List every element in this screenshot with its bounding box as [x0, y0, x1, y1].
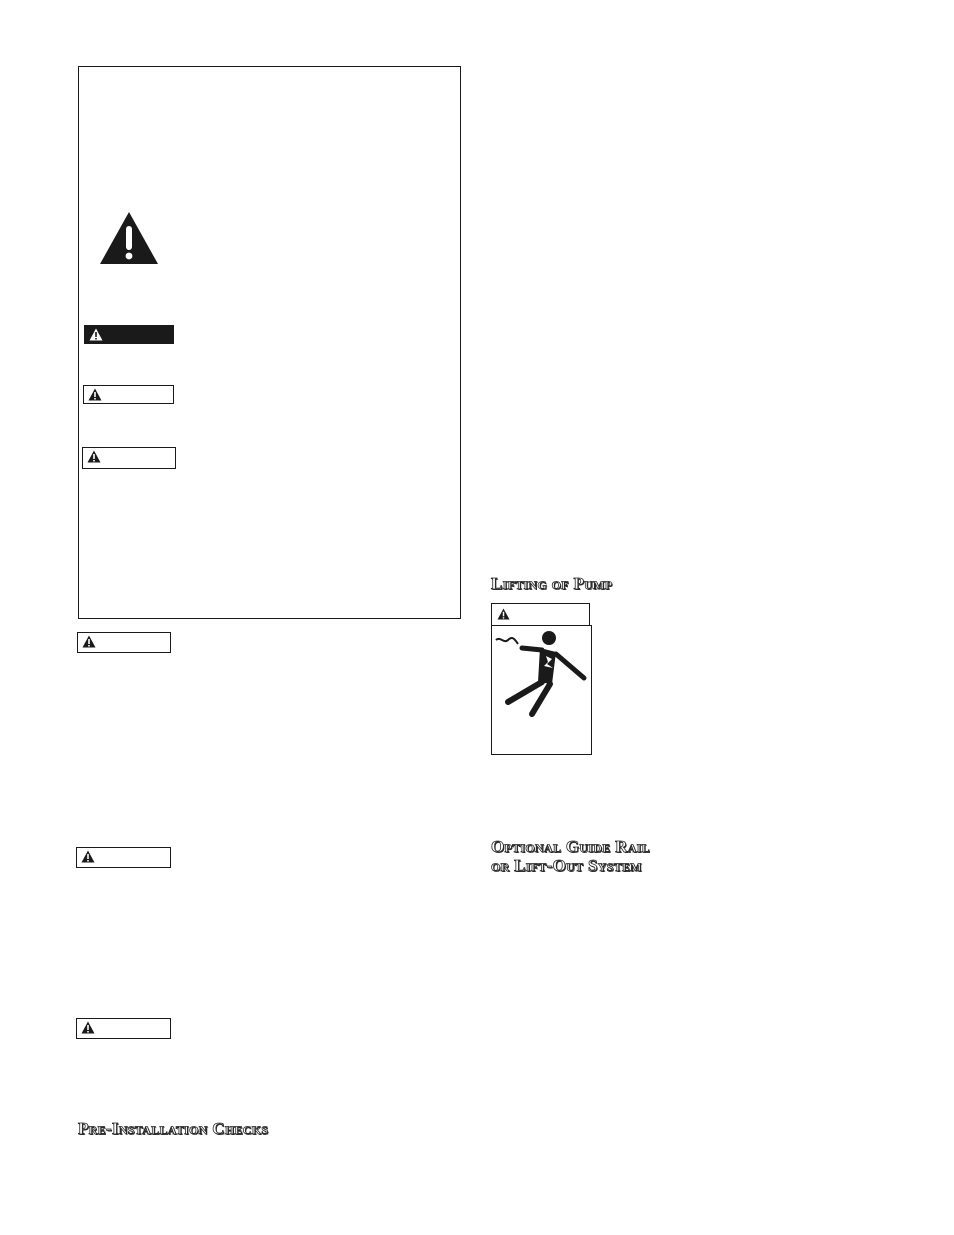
danger-signal-label [84, 325, 174, 344]
safety-alert-triangle-icon [98, 210, 160, 266]
lifting-of-pump-heading: Lifting of Pump [491, 574, 613, 593]
guide-rail-heading [491, 837, 650, 875]
warning-triangle-icon [81, 1021, 95, 1034]
hazard-signal-label [491, 603, 590, 625]
warning-label-2 [76, 847, 171, 868]
warning-triangle-icon [88, 388, 102, 401]
warning-label-3 [76, 1018, 171, 1039]
warning-signal-label [83, 385, 174, 404]
caution-signal-label [82, 447, 176, 469]
pre-installation-checks-heading: Pre-Installation Checks [78, 1119, 269, 1138]
guide-rail-heading-line1: Optional Guide Rail [491, 837, 650, 856]
warning-triangle-icon [81, 850, 95, 863]
warning-triangle-icon [82, 635, 96, 648]
guide-rail-heading-line2: or Lift-Out System [491, 856, 642, 875]
electric-shock-hazard-icon [492, 626, 591, 754]
warning-triangle-icon [89, 328, 103, 341]
warning-label-1 [77, 632, 171, 653]
electric-shock-hazard-pictogram [491, 625, 592, 755]
warning-triangle-icon [87, 450, 101, 463]
warning-triangle-icon [497, 608, 510, 620]
